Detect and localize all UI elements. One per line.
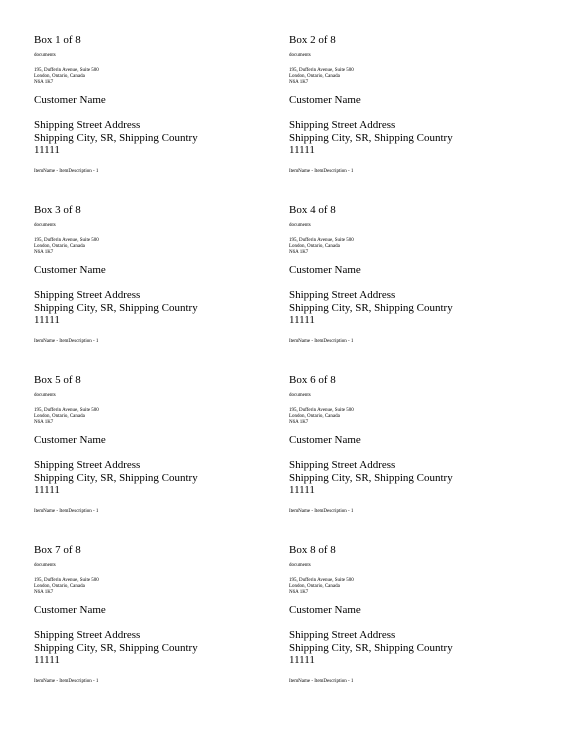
shipping-label-2 <box>289 34 539 194</box>
sender-address <box>289 238 354 256</box>
sender-address-line: London, Ontario, Canada <box>289 74 340 79</box>
shipping-address-line: 11111 <box>289 654 315 666</box>
customer-name: Customer Name <box>34 94 106 106</box>
shipping-address-line: Shipping City, SR, Shipping Country <box>289 641 453 654</box>
box-count: Box 6 of 8 <box>289 374 336 386</box>
shipping-address-line: Shipping Street Address <box>34 459 141 471</box>
box-count: Box 5 of 8 <box>34 374 81 386</box>
sender-address-line: London, Ontario, Canada <box>34 584 85 589</box>
shipping-label-3 <box>34 204 284 364</box>
shipping-address-line: Shipping City, SR, Shipping Country <box>289 471 453 484</box>
box-count: Box 1 of 8 <box>34 34 81 46</box>
sender-address-line: London, Ontario, Canada <box>289 584 340 589</box>
shipping-address <box>34 629 198 667</box>
shipping-address-line: 11111 <box>34 314 60 326</box>
document-type: documents <box>289 393 311 398</box>
item-list: ItemName - ItemDescription - 1 <box>34 509 99 514</box>
sender-address-line: London, Ontario, Canada <box>34 244 85 249</box>
sender-address-line: 195, Dufferin Avenue, Suite 500 <box>34 238 99 243</box>
box-count: Box 2 of 8 <box>289 34 336 46</box>
shipping-address <box>289 289 453 327</box>
sender-address <box>289 578 354 596</box>
shipping-address-line: 11111 <box>34 484 60 496</box>
shipping-address <box>289 119 453 157</box>
item-list: ItemName - ItemDescription - 1 <box>289 679 354 684</box>
sender-address-line: N6A 1K7 <box>34 250 54 255</box>
shipping-label-7 <box>34 544 284 704</box>
sender-address-line: N6A 1K7 <box>289 250 309 255</box>
sender-address-line: N6A 1K7 <box>34 80 54 85</box>
sender-address <box>34 238 99 256</box>
document-type: documents <box>34 223 56 228</box>
shipping-label-6 <box>289 374 539 534</box>
shipping-address-line: 11111 <box>34 654 60 666</box>
shipping-label-1 <box>34 34 284 194</box>
shipping-address <box>34 459 198 497</box>
sender-address-line: London, Ontario, Canada <box>289 414 340 419</box>
document-type: documents <box>34 563 56 568</box>
sender-address-line: 195, Dufferin Avenue, Suite 500 <box>289 68 354 73</box>
sender-address-line: London, Ontario, Canada <box>34 74 85 79</box>
item-list: ItemName - ItemDescription - 1 <box>34 169 99 174</box>
sender-address-line: 195, Dufferin Avenue, Suite 500 <box>289 408 354 413</box>
shipping-address-line: Shipping City, SR, Shipping Country <box>34 131 198 144</box>
shipping-label-8 <box>289 544 539 704</box>
item-list: ItemName - ItemDescription - 1 <box>34 339 99 344</box>
sender-address-line: N6A 1K7 <box>34 590 54 595</box>
shipping-address-line: Shipping Street Address <box>34 119 141 131</box>
customer-name: Customer Name <box>289 604 361 616</box>
document-type: documents <box>34 393 56 398</box>
item-list: ItemName - ItemDescription - 1 <box>289 339 354 344</box>
shipping-address-line: Shipping Street Address <box>289 119 396 131</box>
item-list: ItemName - ItemDescription - 1 <box>289 509 354 514</box>
shipping-address-line: Shipping City, SR, Shipping Country <box>289 301 453 314</box>
box-count: Box 4 of 8 <box>289 204 336 216</box>
sender-address-line: N6A 1K7 <box>289 590 309 595</box>
sender-address-line: London, Ontario, Canada <box>289 244 340 249</box>
shipping-address-line: Shipping Street Address <box>289 459 396 471</box>
sender-address <box>289 408 354 426</box>
document-type: documents <box>289 223 311 228</box>
shipping-address-line: 11111 <box>289 484 315 496</box>
sender-address <box>34 68 99 86</box>
sender-address <box>34 408 99 426</box>
customer-name: Customer Name <box>289 94 361 106</box>
shipping-address-line: Shipping City, SR, Shipping Country <box>34 301 198 314</box>
shipping-address-line: 11111 <box>289 144 315 156</box>
shipping-address-line: Shipping Street Address <box>34 629 141 641</box>
customer-name: Customer Name <box>34 604 106 616</box>
box-count: Box 3 of 8 <box>34 204 81 216</box>
box-count: Box 8 of 8 <box>289 544 336 556</box>
sender-address-line: N6A 1K7 <box>34 420 54 425</box>
customer-name: Customer Name <box>34 434 106 446</box>
sender-address <box>289 68 354 86</box>
sender-address <box>34 578 99 596</box>
customer-name: Customer Name <box>34 264 106 276</box>
item-list: ItemName - ItemDescription - 1 <box>289 169 354 174</box>
shipping-label-4 <box>289 204 539 364</box>
document-type: documents <box>289 563 311 568</box>
shipping-address-line: Shipping Street Address <box>34 289 141 301</box>
shipping-address-line: Shipping City, SR, Shipping Country <box>34 471 198 484</box>
box-count: Box 7 of 8 <box>34 544 81 556</box>
sender-address-line: 195, Dufferin Avenue, Suite 500 <box>34 408 99 413</box>
item-list: ItemName - ItemDescription - 1 <box>34 679 99 684</box>
sender-address-line: 195, Dufferin Avenue, Suite 500 <box>34 578 99 583</box>
customer-name: Customer Name <box>289 434 361 446</box>
customer-name: Customer Name <box>289 264 361 276</box>
document-type: documents <box>289 53 311 58</box>
sender-address-line: 195, Dufferin Avenue, Suite 500 <box>289 238 354 243</box>
sender-address-line: London, Ontario, Canada <box>34 414 85 419</box>
sender-address-line: 195, Dufferin Avenue, Suite 500 <box>289 578 354 583</box>
sender-address-line: 195, Dufferin Avenue, Suite 500 <box>34 68 99 73</box>
shipping-address-line: Shipping Street Address <box>289 629 396 641</box>
shipping-address <box>289 629 453 667</box>
shipping-address-line: 11111 <box>289 314 315 326</box>
shipping-address-line: Shipping Street Address <box>289 289 396 301</box>
document-type: documents <box>34 53 56 58</box>
shipping-address <box>34 119 198 157</box>
sender-address-line: N6A 1K7 <box>289 420 309 425</box>
shipping-address <box>34 289 198 327</box>
shipping-address <box>289 459 453 497</box>
shipping-address-line: Shipping City, SR, Shipping Country <box>34 641 198 654</box>
shipping-label-5 <box>34 374 284 534</box>
shipping-address-line: Shipping City, SR, Shipping Country <box>289 131 453 144</box>
sender-address-line: N6A 1K7 <box>289 80 309 85</box>
shipping-address-line: 11111 <box>34 144 60 156</box>
